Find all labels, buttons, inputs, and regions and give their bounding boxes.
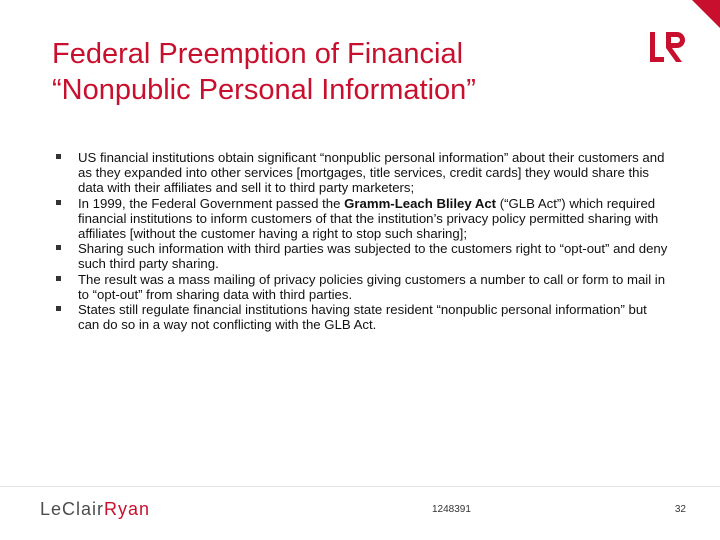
square-bullet-icon <box>56 200 61 205</box>
brand-name-dark: LeClair <box>40 499 105 519</box>
bullet-text-tail: (“GLB Act”) which required financial institutions to inform customers of that the institution’s privacy policy permitted sharing with affiliates [without the customer having a right to stop such sharing]; <box>78 195 659 242</box>
list-item <box>56 302 668 332</box>
list-item <box>56 241 668 271</box>
bullet-text: Sharing such information with third parties was subjected to the customers right to “opt-out” and deny such third party sharing. <box>78 241 668 272</box>
slide-title <box>52 36 612 108</box>
bullet-list <box>56 150 668 332</box>
bullet-text: US financial institutions obtain significant “nonpublic personal information” about their customers and as they expanded into other services [mortgages, title services, credit cards] they would share this data with their affiliates and sell it to third party marketers; <box>78 150 665 196</box>
list-item <box>56 150 668 196</box>
bullet-text: The result was a mass mailing of privacy policies giving customers a number to call or form to mail in to “opt-out” from sharing data with third parties. <box>78 271 666 302</box>
list-item <box>56 196 668 242</box>
title-line-2: “Nonpublic Personal Information” <box>52 74 476 106</box>
document-number: 1248391 <box>432 504 471 515</box>
square-bullet-icon <box>56 306 61 311</box>
bullet-text: States still regulate financial institutions having state resident “nonpublic personal information” but can do so in a way not conflicting with the GLB Act. <box>78 302 647 333</box>
page-number: 32 <box>674 504 686 515</box>
brand-name-red: Ryan <box>104 499 151 519</box>
title-line-1: Federal Preemption of Financial <box>52 38 464 70</box>
bullet-bold-text: Gramm-Leach Bliley Act <box>344 195 497 211</box>
square-bullet-icon <box>56 245 61 250</box>
list-item <box>56 272 668 302</box>
corner-accent <box>692 0 720 28</box>
square-bullet-icon <box>56 276 61 281</box>
bullet-text: In 1999, the Federal Government passed the <box>78 195 345 211</box>
square-bullet-icon <box>56 154 61 159</box>
brand-wordmark <box>40 499 150 523</box>
lr-logo-icon <box>646 28 688 66</box>
footer-divider <box>0 486 720 487</box>
